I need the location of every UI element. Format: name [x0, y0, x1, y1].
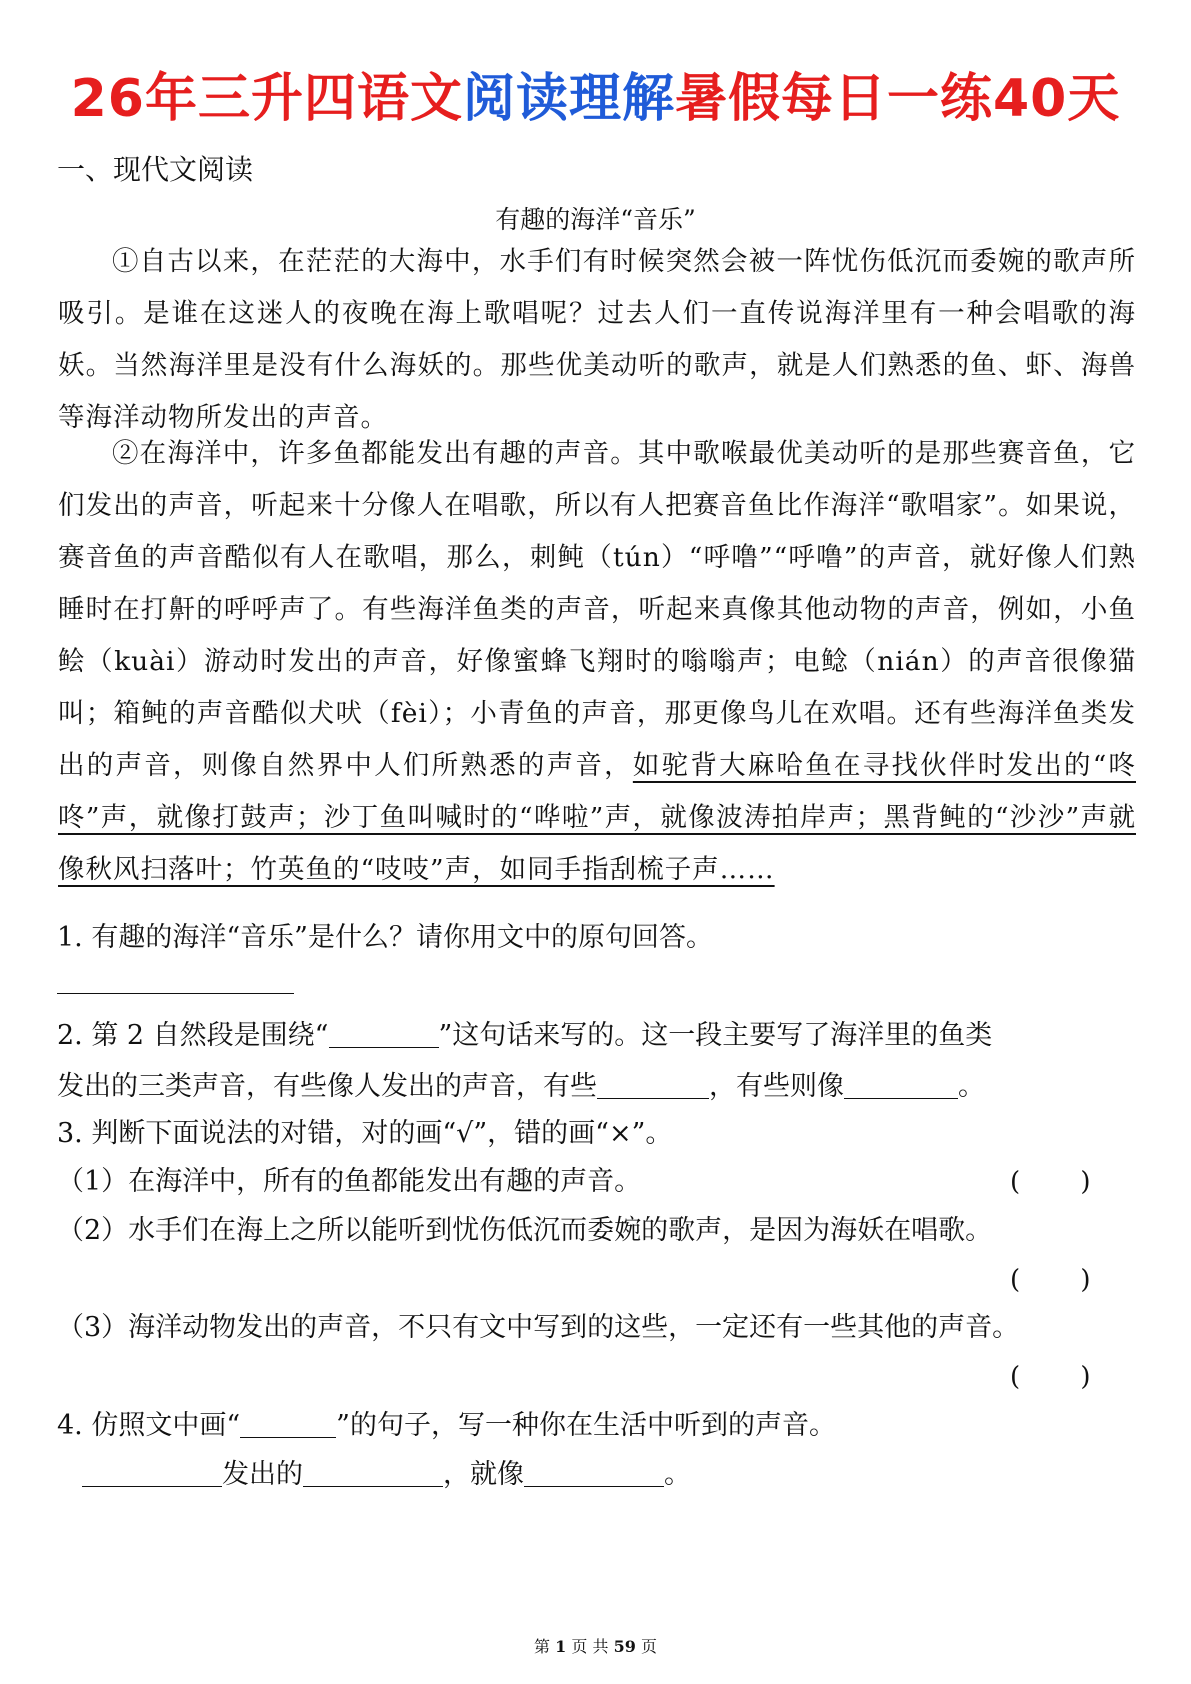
- q2-text-a: 2. 第 2 自然段是围绕“: [57, 1020, 329, 1051]
- q2-text-c: 发出的三类声音，有些像人发出的声音，有些: [57, 1071, 597, 1102]
- q2-text-b: ”这句话来写的。这一段主要写了海洋里的鱼类: [438, 1020, 993, 1051]
- q4-text-b: ”的句子，写一种你在生活中听到的声音。: [336, 1410, 836, 1441]
- answer-blank-q2-some[interactable]: [597, 1068, 709, 1099]
- underlined-sentence: 如驼背大麻哈鱼在寻找伙伴时发出的“咚咚”声，就像打鼓声；沙丁鱼叫喊时的“哗啦”声，就像波涛拍岸声；黑背鲀的“沙沙”声就像秋风扫落叶；竹英鱼的“吱吱”声，如同手指刮梳子声……: [58, 750, 1136, 885]
- article-title: 有趣的海洋“音乐”: [495, 205, 696, 234]
- answer-paren-q3-2[interactable]: ( ): [1010, 1265, 1091, 1295]
- total-page-number: 59: [613, 1637, 636, 1656]
- footer-prefix: 第: [534, 1637, 551, 1656]
- question-3-item-2: （2）水手们在海上之所以能听到忧伤低沉而委婉的歌声，是因为海妖在唱歌。: [57, 1215, 993, 1246]
- title-part-daily: 暑假每日一练40天: [675, 69, 1121, 129]
- title-part-grade: 26年三升四语文: [70, 69, 463, 129]
- answer-paren-q3-1[interactable]: ( ): [1010, 1167, 1091, 1197]
- footer-suffix: 页: [640, 1637, 657, 1656]
- answer-blank-q4-like[interactable]: [524, 1456, 664, 1487]
- question-3: 3. 判断下面说法的对错，对的画“√”，错的画“×”。: [57, 1118, 673, 1149]
- underline-sample-blank: [240, 1407, 336, 1438]
- page-footer: [0, 1636, 1191, 1658]
- question-1: 1. 有趣的海洋“音乐”是什么？请你用文中的原句回答。: [57, 922, 713, 953]
- footer-mid: 页 共: [571, 1637, 609, 1656]
- paragraph-2-text: ②在海洋中，许多鱼都能发出有趣的声音。其中歌喉最优美动听的是那些赛音鱼，它们发出的声音，听起来十分像人在唱歌，所以有人把赛音鱼比作海洋“歌唱家”。如果说，赛音鱼的声音酷似有人在歌唱，那么，刺鲀（tún）“呼噜”“呼噜”的声音，就好像人们熟睡时在打鼾的呼呼声了。有些海洋鱼类的声音，听起来真像其他动物的声音，例如，小鱼鲙（kuài）游动时发出的声音，好像蜜蜂飞翔时的嗡嗡声；电鲶（nián）的声音很像猫叫；箱鲀的声音酷似犬吠（fèi）；小青鱼的声音，那更像鸟儿在欢唱。还有些海洋鱼类发出的声音，则像自然界中人们所熟悉的声音，: [58, 438, 1136, 781]
- q4-text-end: 。: [664, 1459, 691, 1490]
- article-paragraph-1: ①自古以来，在茫茫的大海中，水手们有时候突然会被一阵忧伤低沉而委婉的歌声所吸引。是谁在这迷人的夜晚在海上歌唱呢？过去人们一直传说海洋里有一种会唱歌的海妖。当然海洋里是没有什么海妖的。那些优美动听的歌声，就是人们熟悉的鱼、虾、海兽等海洋动物所发出的声音。: [58, 246, 1136, 433]
- question-3-item-3: （3）海洋动物发出的声音，不只有文中写到的这些，一定还有一些其他的声音。: [57, 1312, 1020, 1343]
- answer-blank-q4-source[interactable]: [82, 1456, 222, 1487]
- q4-text-mid: 发出的: [222, 1459, 303, 1490]
- q4-text-comma: ，就像: [443, 1459, 524, 1490]
- q2-text-d: ，有些则像: [709, 1071, 844, 1102]
- article-paragraph-2: [58, 428, 1136, 896]
- answer-paren-q3-3[interactable]: ( ): [1010, 1362, 1091, 1392]
- current-page-number: 1: [555, 1637, 567, 1656]
- page-title: [0, 64, 1191, 134]
- question-3-item-1: （1）在海洋中，所有的鱼都能发出有趣的声音。: [57, 1166, 642, 1197]
- section-heading: 一、现代文阅读: [57, 153, 254, 186]
- q2-text-e: 。: [958, 1071, 985, 1102]
- question-2: [57, 1010, 1137, 1112]
- answer-line-q1[interactable]: [57, 963, 294, 994]
- q4-text-a: 4. 仿照文中画“: [57, 1410, 241, 1441]
- question-4-answer-line: [82, 1449, 1162, 1500]
- title-part-reading: 阅读理解: [462, 69, 675, 129]
- answer-blank-q4-sound[interactable]: [303, 1456, 443, 1487]
- answer-blank-q2-others[interactable]: [844, 1068, 958, 1099]
- answer-blank-q2-topic[interactable]: [329, 1017, 439, 1048]
- question-4: [57, 1400, 1137, 1451]
